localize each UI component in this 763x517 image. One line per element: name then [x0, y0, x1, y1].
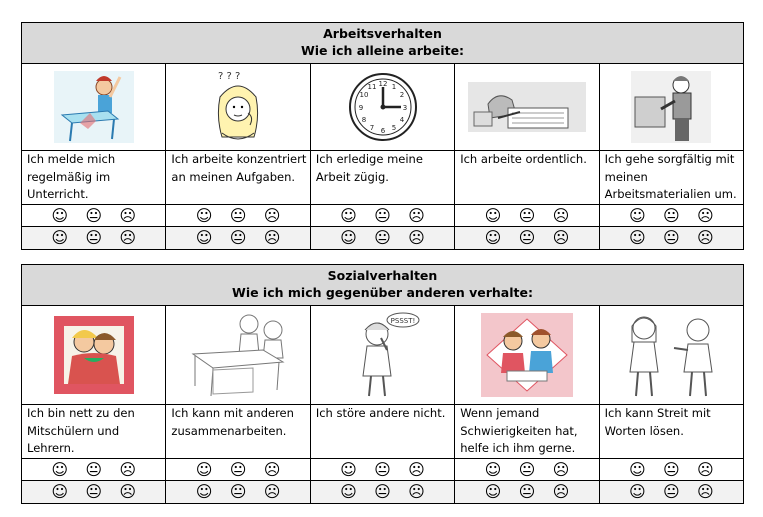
illustration-cell: [455, 306, 599, 404]
neutral-face-icon[interactable]: 😐: [85, 459, 103, 479]
rating-cell: [455, 481, 599, 503]
sad-face-icon[interactable]: ☹: [408, 205, 425, 225]
svg-text:8: 8: [361, 116, 366, 124]
happy-face-icon[interactable]: ☺: [340, 459, 357, 479]
statement-text: Ich arbeite ordentlich.: [455, 151, 599, 204]
statement-text: Ich kann mit anderen zusammenarbeiten.: [166, 405, 310, 458]
sad-face-icon[interactable]: ☹: [696, 205, 714, 225]
sad-face-icon[interactable]: ☹: [552, 459, 570, 479]
sad-face-icon[interactable]: ☹: [119, 482, 137, 501]
happy-face-icon[interactable]: ☺: [484, 205, 502, 225]
neutral-face-icon[interactable]: 😐: [662, 205, 680, 225]
child-at-desk-raising-hand-illustration: [48, 67, 140, 147]
rating-cell: [600, 227, 743, 249]
rating-cell: [22, 459, 166, 480]
sad-face-icon[interactable]: ☹: [408, 228, 425, 247]
teacher-rating-row: [22, 481, 743, 503]
illustration-cell: [166, 64, 310, 150]
happy-face-icon[interactable]: ☺: [195, 228, 213, 247]
statement-text: Wenn jemand Schwierigkeiten hat, helfe ich ihm gerne.: [455, 405, 599, 458]
speech-text: PSSST!: [390, 317, 415, 325]
svg-text:5: 5: [391, 124, 396, 132]
two-children-talking-illustration: [616, 310, 726, 400]
happy-face-icon[interactable]: ☺: [51, 205, 69, 225]
neutral-face-icon[interactable]: 😐: [374, 228, 391, 247]
sad-face-icon[interactable]: ☹: [119, 459, 137, 479]
neutral-face-icon[interactable]: 😐: [518, 228, 536, 247]
illustration-cell: [311, 306, 455, 404]
illustration-cell: [600, 306, 743, 404]
section-header: [22, 265, 743, 306]
statement-text: Ich störe andere nicht.: [311, 405, 455, 458]
rating-cell: [455, 227, 599, 249]
svg-text:11: 11: [367, 83, 376, 91]
neutral-face-icon[interactable]: 😐: [374, 482, 391, 501]
neutral-face-icon[interactable]: 😐: [374, 205, 391, 225]
illustration-cell: [600, 64, 743, 150]
clock-illustration: [345, 69, 421, 145]
rating-cell: [166, 205, 310, 226]
illustration-row: [22, 306, 743, 405]
sad-face-icon[interactable]: ☹: [696, 228, 714, 247]
neutral-face-icon[interactable]: 😐: [229, 228, 247, 247]
neutral-face-icon[interactable]: 😐: [518, 205, 536, 225]
illustration-cell: [311, 64, 455, 150]
svg-text:10: 10: [359, 91, 368, 99]
happy-face-icon[interactable]: ☺: [340, 205, 357, 225]
sad-face-icon[interactable]: ☹: [263, 482, 281, 501]
illustration-cell: [455, 64, 599, 150]
section-title: Arbeitsverhalten: [323, 26, 442, 41]
happy-face-icon[interactable]: ☺: [340, 228, 357, 247]
child-helping-another-illustration: [481, 313, 573, 397]
statement-text: Ich gehe sorgfältig mit meinen Arbeitsmaterialien um.: [604, 152, 737, 201]
happy-face-icon[interactable]: ☺: [484, 482, 502, 501]
arbeitsverhalten-table: [21, 22, 744, 250]
sad-face-icon[interactable]: ☹: [552, 228, 570, 247]
neutral-face-icon[interactable]: 😐: [85, 228, 103, 247]
neutral-face-icon[interactable]: 😐: [85, 205, 103, 225]
child-saying-psst-illustration: [343, 310, 423, 400]
section-title: Sozialverhalten: [327, 268, 438, 283]
thinking-girl-illustration: [198, 67, 278, 147]
svg-text:3: 3: [402, 104, 407, 112]
happy-face-icon[interactable]: ☺: [51, 228, 69, 247]
statement-text: Ich arbeite konzentriert an meinen Aufgaben.: [166, 151, 310, 204]
neutral-face-icon[interactable]: 😐: [229, 459, 247, 479]
sad-face-icon[interactable]: ☹: [696, 482, 714, 501]
self-rating-row: [22, 205, 743, 227]
neutral-face-icon[interactable]: 😐: [662, 459, 680, 479]
neutral-face-icon[interactable]: 😐: [518, 459, 536, 479]
children-hugging-illustration: [54, 316, 134, 394]
sad-face-icon[interactable]: ☹: [408, 459, 425, 479]
neutral-face-icon[interactable]: 😐: [85, 482, 103, 501]
happy-face-icon[interactable]: ☺: [195, 459, 213, 479]
svg-text:4: 4: [399, 116, 404, 124]
statement-text: Ich bin nett zu den Mitschülern und Lehrern.: [22, 405, 166, 458]
neutral-face-icon[interactable]: 😐: [374, 459, 391, 479]
happy-face-icon[interactable]: ☺: [628, 459, 646, 479]
happy-face-icon[interactable]: ☺: [628, 228, 646, 247]
statement-text: Ich erledige meine Arbeit zügig.: [311, 151, 455, 204]
sozialverhalten-table: [21, 264, 744, 504]
rating-cell: [600, 481, 743, 503]
happy-face-icon[interactable]: ☺: [484, 228, 502, 247]
rating-cell: [311, 205, 455, 226]
teacher-rating-row: [22, 227, 743, 249]
happy-face-icon[interactable]: ☺: [51, 482, 69, 501]
svg-text:7: 7: [369, 124, 374, 132]
sad-face-icon[interactable]: ☹: [263, 205, 281, 225]
happy-face-icon[interactable]: ☺: [195, 482, 213, 501]
rating-cell: [22, 227, 166, 249]
statement-row: [22, 405, 743, 459]
section-header: [22, 23, 743, 64]
happy-face-icon[interactable]: ☺: [628, 482, 646, 501]
neutral-face-icon[interactable]: 😐: [518, 482, 536, 501]
happy-face-icon[interactable]: ☺: [340, 482, 357, 501]
rating-cell: [600, 205, 743, 226]
svg-text:9: 9: [358, 104, 363, 112]
illustration-cell: [166, 306, 310, 404]
child-writing-in-notebook-illustration: [468, 82, 586, 132]
rating-cell: [600, 459, 743, 480]
child-wiping-board-illustration: [631, 71, 711, 143]
sad-face-icon[interactable]: ☹: [263, 228, 281, 247]
statement-text: Ich kann Streit mit Worten lösen.: [604, 406, 711, 438]
sad-face-icon[interactable]: ☹: [263, 459, 281, 479]
svg-text:? ? ?: ? ? ?: [218, 71, 241, 82]
sad-face-icon[interactable]: ☹: [552, 205, 570, 225]
rating-cell: [166, 481, 310, 503]
illustration-cell: [22, 64, 166, 150]
neutral-face-icon[interactable]: 😐: [662, 228, 680, 247]
children-working-together-illustration: [183, 310, 293, 400]
happy-face-icon[interactable]: ☺: [628, 205, 646, 225]
sad-face-icon[interactable]: ☹: [408, 482, 425, 501]
happy-face-icon[interactable]: ☺: [195, 205, 213, 225]
statement-row: [22, 151, 743, 205]
svg-text:6: 6: [380, 127, 385, 135]
illustration-cell: [22, 306, 166, 404]
section-subtitle: Wie ich mich gegenüber anderen verhalte:: [232, 285, 533, 300]
svg-text:12: 12: [378, 80, 387, 88]
rating-cell: [311, 481, 455, 503]
rating-cell: [22, 205, 166, 226]
happy-face-icon[interactable]: ☺: [484, 459, 502, 479]
rating-cell: [166, 459, 310, 480]
svg-text:2: 2: [399, 91, 404, 99]
section-subtitle: Wie ich alleine arbeite:: [300, 43, 465, 58]
rating-cell: [22, 481, 166, 503]
neutral-face-icon[interactable]: 😐: [662, 482, 680, 501]
rating-cell: [455, 459, 599, 480]
svg-text:1: 1: [391, 83, 396, 91]
sad-face-icon[interactable]: ☹: [552, 482, 570, 501]
neutral-face-icon[interactable]: 😐: [229, 205, 247, 225]
rating-cell: [311, 227, 455, 249]
sad-face-icon[interactable]: ☹: [119, 205, 137, 225]
illustration-row: [22, 64, 743, 151]
happy-face-icon[interactable]: ☺: [51, 459, 69, 479]
statement-text: Ich melde mich regelmäßig im Unterricht.: [22, 151, 166, 204]
self-rating-row: [22, 459, 743, 481]
sad-face-icon[interactable]: ☹: [119, 228, 137, 247]
neutral-face-icon[interactable]: 😐: [229, 482, 247, 501]
rating-cell: [455, 205, 599, 226]
rating-cell: [311, 459, 455, 480]
rating-cell: [166, 227, 310, 249]
sad-face-icon[interactable]: ☹: [696, 459, 714, 479]
